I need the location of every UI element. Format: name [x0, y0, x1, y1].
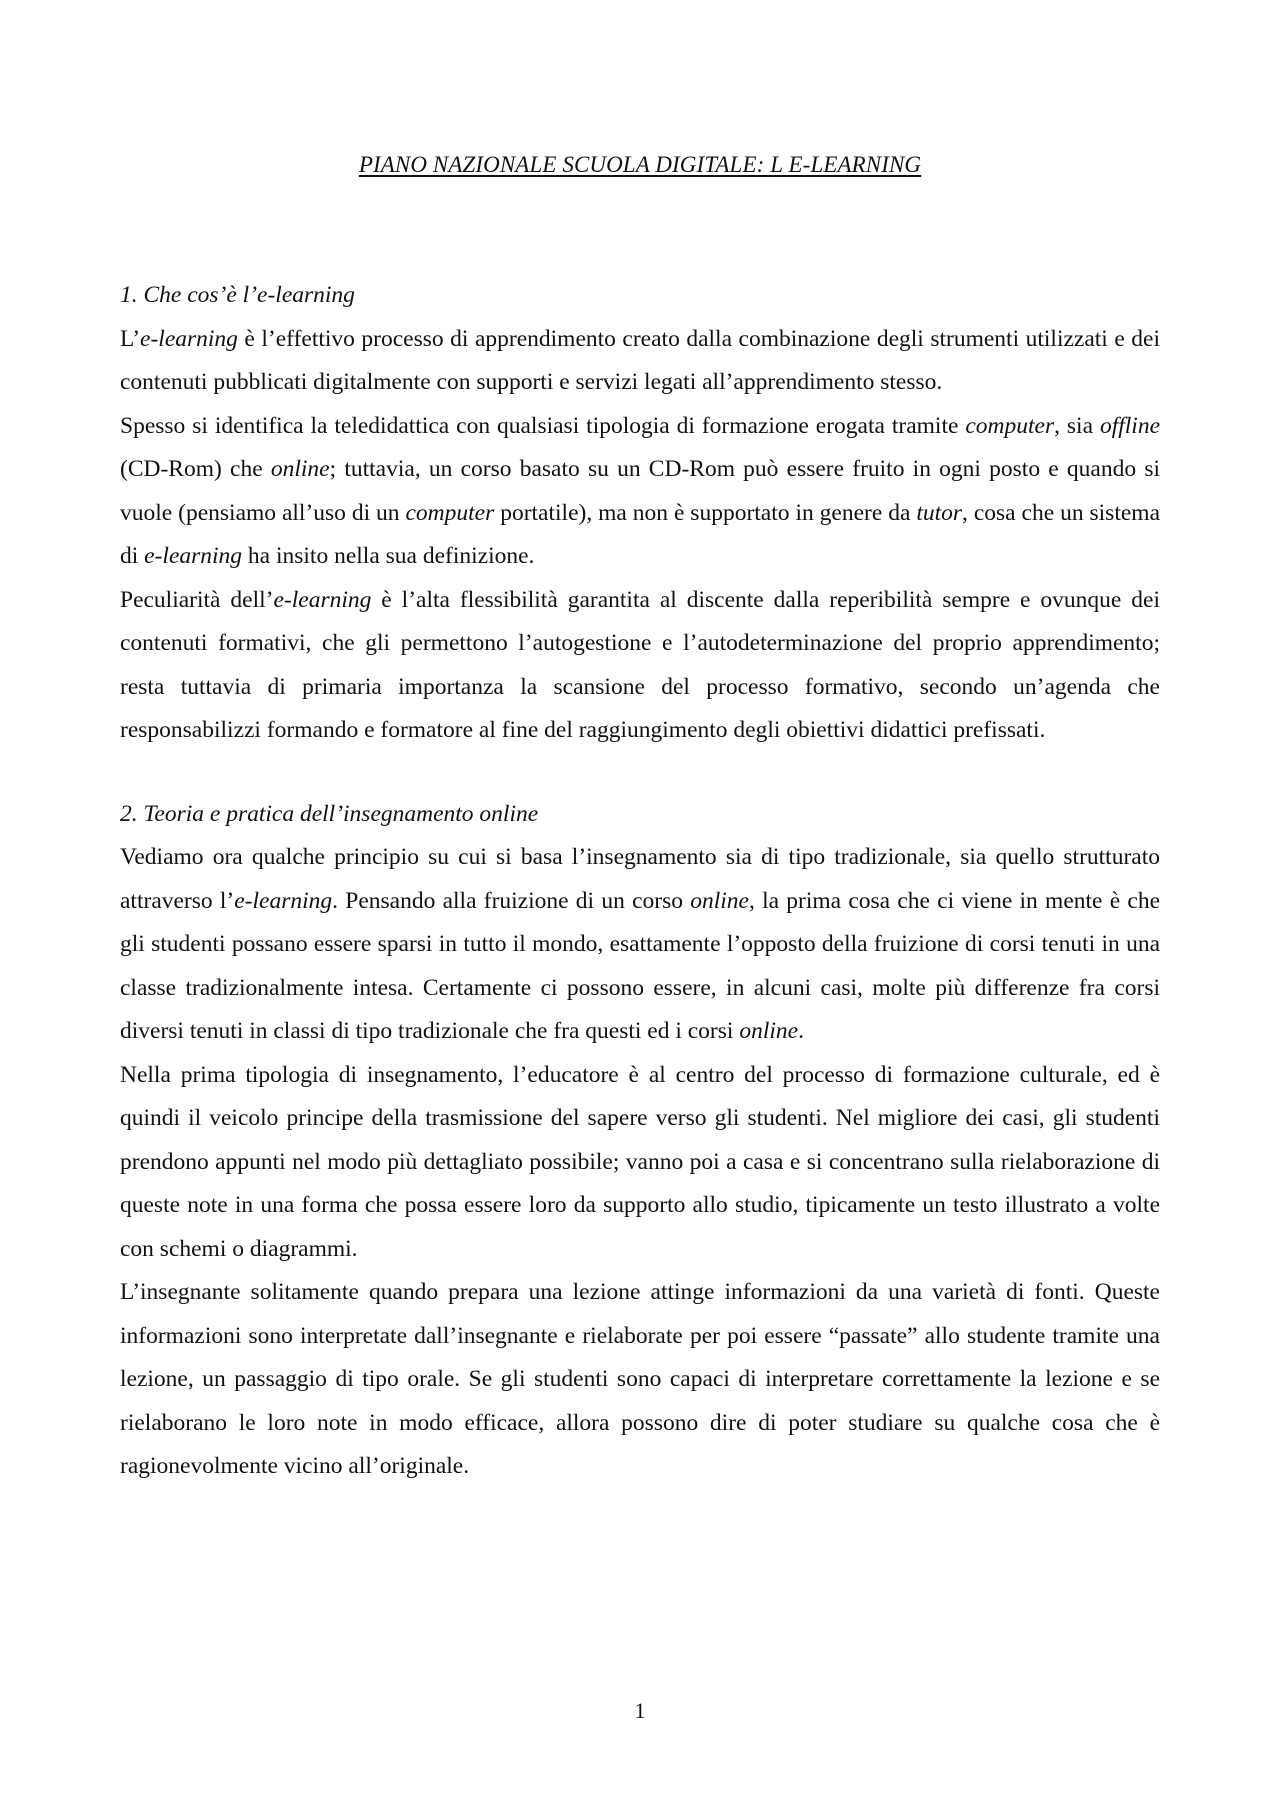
section-what-is-elearning: [120, 274, 1160, 753]
text-run: L’insegnante solitamente quando prepara una lezione attinge informazioni da una varietà di fonti. Queste informazioni sono interpretate dall’insegnante e rielaborate per poi essere “passate” allo studente tramite una lezione, un passaggio di tipo orale. Se gli studenti sono capaci di interpretare correttamente la lezione e se rielaborano le loro note in modo efficace, allora possono dire di poter studiare su qualche cosa che è ragionevolmente vicino all’originale.: [120, 1279, 1160, 1479]
italic-term: online: [270, 456, 330, 482]
text-run: , sia: [1054, 412, 1100, 439]
italic-term: e-learning: [140, 325, 238, 352]
italic-term: computer: [965, 412, 1055, 439]
italic-term: online: [690, 887, 749, 914]
italic-term: e-learning: [273, 586, 372, 613]
paragraph: [120, 836, 1160, 1054]
paragraph: [120, 318, 1160, 405]
text-run: , la prima cosa che ci viene in mente è che gli studenti possano essere sparsi in tutto il mondo, esattamente l’opposto della fruizione di corsi tenuti in una classe tradizionalmente intesa. Certamente ci possono essere, in alcuni casi, molte più differenze fra corsi diversi tenuti in classi di tipo tradizionale che fra questi ed i corsi: [120, 887, 1160, 1044]
italic-term: e-learning: [144, 543, 243, 569]
paragraph: [120, 1271, 1160, 1489]
text-run: . Pensando alla fruizione di un corso: [332, 887, 691, 914]
text-run: portatile), ma non è supportato in genere da: [494, 499, 917, 526]
text-run: ha insito nella sua definizione.: [242, 543, 535, 569]
text-run: , cosa che un sistema di: [120, 499, 1160, 569]
text-run: ; tuttavia, un corso basato su un CD-Rom può essere fruito in ogni posto e quando si vuole (pensiamo all’uso di un: [120, 456, 1160, 526]
section-online-teaching: [120, 793, 1160, 1489]
text-run: .: [798, 1018, 804, 1044]
document-title: PIANO NAZIONALE SCUOLA DIGITALE: L E-LEARNING: [358, 152, 922, 177]
section-heading: 1. Che cos’è l’e-learning: [120, 282, 355, 308]
text-run: è l’effettivo processo di apprendimento creato dalla combinazione degli strumenti utilizzati e dei contenuti pubblicati digitalmente con supporti e servizi legati all’apprendimento stesso.: [120, 325, 1160, 395]
italic-term: online: [739, 1018, 799, 1044]
text-run: (CD-Rom) che: [120, 456, 271, 482]
text-run: Vediamo ora qualche principio su cui si basa l’insegnamento sia di tipo tradizionale, sia quello strutturato attraverso l’: [120, 844, 1160, 914]
document-body: [120, 274, 1160, 1489]
text-run: Nella prima tipologia di insegnamento, l’educatore è al centro del processo di formazione culturale, ed è quindi il veicolo principe della trasmissione del sapere verso gli studenti. Nel migliore dei casi, gli studenti prendono appunti nel modo più dettagliato possibile; vanno poi a casa e si concentrano sulla rielaborazione di queste note in una forma che possa essere loro da supporto allo studio, tipicamente un testo illustrato a volte con schemi o diagrammi.: [120, 1061, 1160, 1262]
text-run: Peculiarità dell’: [120, 586, 274, 613]
text-run: Spesso si identifica la teledidattica con qualsiasi tipologia di formazione erogata tramite: [120, 412, 966, 439]
page-number: 1: [634, 1698, 646, 1723]
paragraph: [120, 1054, 1160, 1272]
section-spacer: [120, 753, 1160, 793]
paragraph: [120, 405, 1160, 579]
italic-term: offline: [1099, 412, 1160, 439]
italic-term: e-learning: [234, 887, 333, 914]
italic-term: tutor: [916, 499, 963, 526]
section-heading: 2. Teoria e pratica dell’insegnamento online: [120, 800, 539, 827]
italic-term: computer: [405, 499, 495, 526]
paragraph: [120, 579, 1160, 753]
text-run: L’: [120, 325, 141, 352]
text-run: è l’alta flessibilità garantita al discente dalla reperibilità sempre e ovunque dei contenuti formativi, che gli permettono l’autogestione e l’autodeterminazione del proprio apprendimento; resta tuttavia di primaria importanza la scansione del processo formativo, secondo un’agenda che responsabilizzi formando e formatore al fine del raggiungimento degli obiettivi didattici prefissati.: [120, 586, 1160, 743]
